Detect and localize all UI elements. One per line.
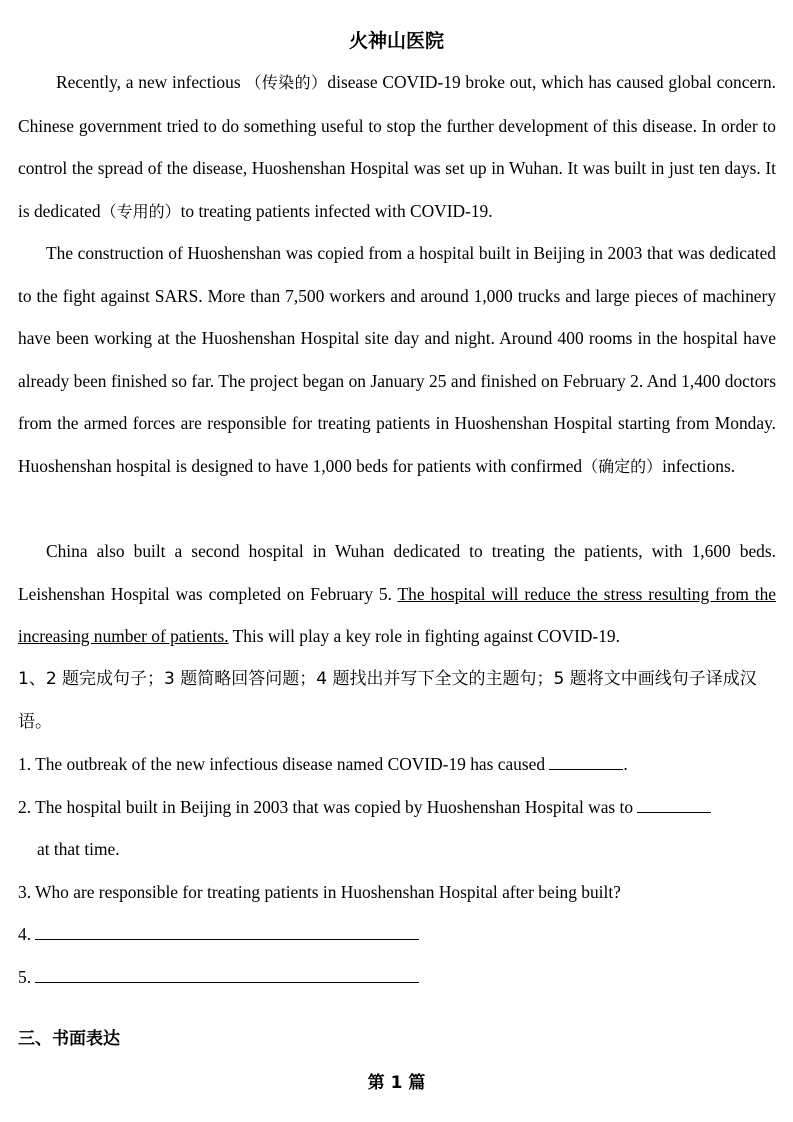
answer-blank-2[interactable] <box>637 797 711 813</box>
paragraph-2 <box>18 232 776 489</box>
p1-text-b: disease COVID-19 broke out, which has caused global concern. Chinese government tried to do something useful to stop the further development of this disease. In order to control the spread of the disease, Huoshenshan Hospital was set up in Wuhan. It was built in just ten days. It is dedicated <box>18 72 776 221</box>
answer-blank-5[interactable] <box>35 967 419 983</box>
section-heading: 三、书面表达 <box>18 1029 120 1049</box>
p3-text-a: China also built a second hospital in Wuhan dedicated to treating the patients, with 1,600 beds. Leishenshan Hospital was completed on February 5. <box>18 541 776 604</box>
question-2-text: 2. The hospital built in Beijing in 2003 that was copied by Huoshenshan Hospital was to <box>18 797 634 817</box>
p3-underlined-sentence: The hospital will reduce the stress resulting from the increasing number of patients. <box>18 583 777 647</box>
question-5-label: 5. <box>18 967 32 987</box>
question-1-text: 1. The outbreak of the new infectious disease named COVID-19 has caused <box>18 754 546 774</box>
answer-blank-4[interactable] <box>35 924 419 940</box>
question-5 <box>18 956 776 999</box>
p3-text-b: This will play a key role in fighting against COVID-19. <box>228 626 620 647</box>
p1-gloss-dedicated: （专用的） <box>100 201 181 221</box>
question-2 <box>18 786 776 829</box>
paragraph-3 <box>18 530 776 658</box>
question-4-label: 4. <box>18 924 32 944</box>
question-1 <box>18 743 776 786</box>
p1-text-a: Recently, a new infectious <box>56 72 246 92</box>
page-title: 火神山医院 <box>348 30 444 52</box>
task-instructions: 1、2 题完成句子；3 题简略回答问题；4 题找出并写下全文的主题句；5 题将文中画线句子译成汉语。 <box>18 669 757 732</box>
paragraph-1 <box>18 61 776 233</box>
p2-gloss-confirmed: （确定的） <box>582 456 663 476</box>
question-1-end: . <box>623 754 628 774</box>
p1-gloss-infectious: （传染的） <box>245 73 328 92</box>
passage-label: 第 1 篇 <box>367 1073 426 1093</box>
p1-text-c: to treating patients infected with COVID-19. <box>180 200 493 221</box>
question-4 <box>18 913 776 956</box>
p2-text-a: The construction of Huoshenshan was copied from a hospital built in Beijing in 2003 that was dedicated to the fight against SARS. More than 7,500 workers and around 1,000 trucks and large pieces of machinery have been working at the Huoshenshan Hospital site day and night. Around 400 rooms in the hospital have already been finished so far. The project began on January 25 and finished on February 2. And 1,400 doctors from the armed forces are responsible for treating patients in Huoshenshan Hospital starting from Monday. Huoshenshan hospital is designed to have 1,000 beds for patients with confirmed <box>18 243 776 476</box>
answer-blank-1[interactable] <box>549 754 623 770</box>
question-2-continuation: at that time. <box>37 839 120 859</box>
question-3: 3. Who are responsible for treating patients in Huoshenshan Hospital after being built? <box>18 882 621 902</box>
p2-text-b: infections. <box>662 455 736 476</box>
